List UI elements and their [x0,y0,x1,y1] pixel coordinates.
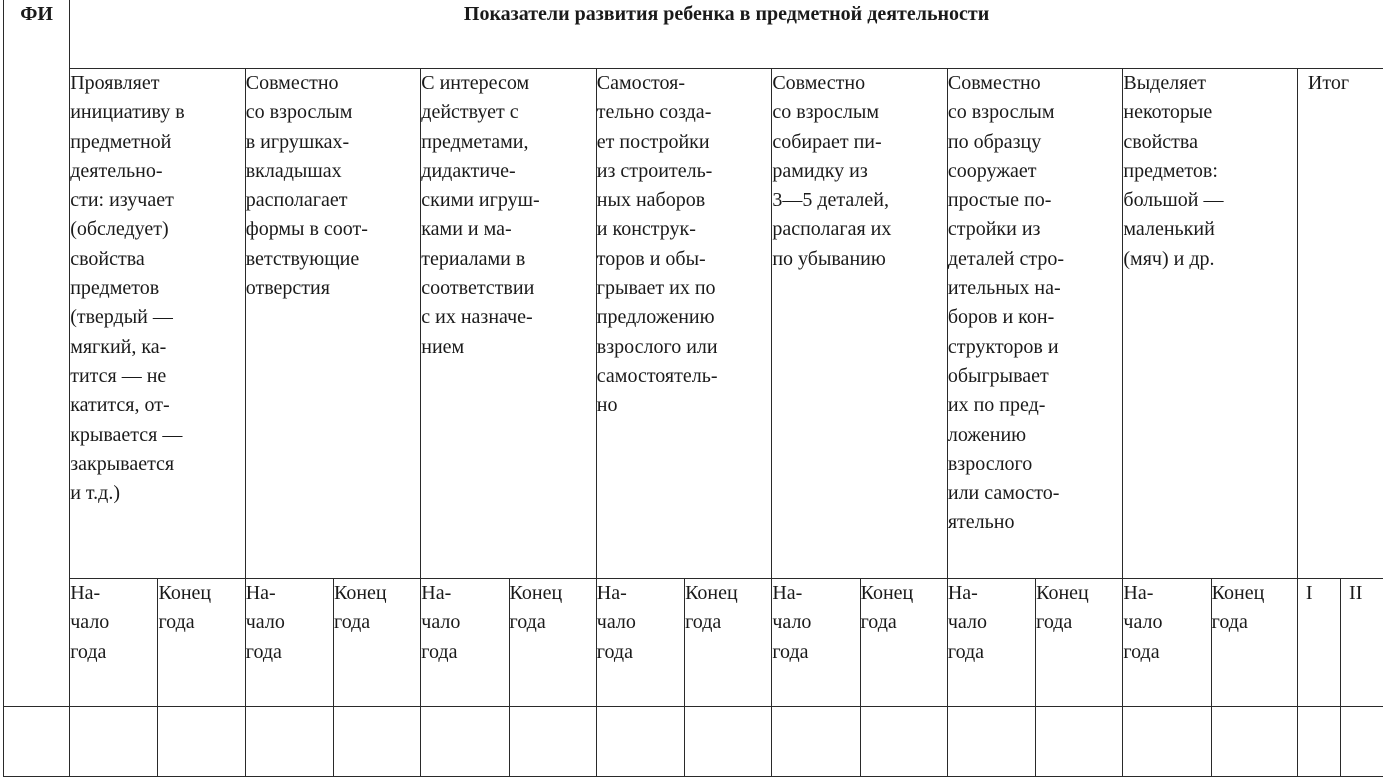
indicator-cell-6 [947,69,1123,579]
period-end-5: Конец года [860,579,947,707]
header-row-periods [4,579,1383,707]
empty-cell[interactable] [947,707,1035,777]
indicator-text: Выделяет некоторые свойства предметов: большой — маленький (мяч) и др. [1123,72,1224,270]
indicator-text: Совместно со взрослым собирает пи- рамидку из 3—5 деталей, располагая их по убыванию [772,72,892,270]
empty-cell[interactable] [596,707,684,777]
empty-cell[interactable] [1123,707,1211,777]
empty-cell[interactable] [421,707,509,777]
empty-cell[interactable] [158,707,245,777]
indicator-text: Проявляет инициативу в предметной деятельно- сти: изучает (обследует) свойства предметов (твердый — мягкий, ка- тится — не катится, от- крывается — закрывается и т.д.) [70,72,185,505]
table-title: Показатели развития ребенка в предметной деятельности [463,3,990,25]
indicator-cell-4 [596,69,772,579]
header-row-title [4,0,1383,69]
empty-cell-fi[interactable] [4,707,70,777]
fi-header-cell [4,0,70,707]
empty-cell[interactable] [1036,707,1123,777]
development-indicators-table [3,0,1383,777]
period-start-6: На- чало года [947,579,1035,707]
empty-cell[interactable] [1211,707,1297,777]
total-period-1: I [1297,579,1340,707]
header-row-indicators [4,69,1383,579]
indicator-cell-2 [245,69,421,579]
total-header: Итог [1307,72,1350,94]
period-start-2: На- чало года [245,579,333,707]
indicator-cell-5 [772,69,948,579]
period-end-7: Конец года [1211,579,1297,707]
indicator-text: Совместно со взрослым по образцу сооружает простые по- стройки из деталей стро- ительных на- боров и кон- структоров и обыгрывает их по пред- ложению взрослого или самосто- ятельно [947,72,1065,534]
period-start-7: На- чало года [1123,579,1211,707]
period-start-5: На- чало года [772,579,860,707]
period-end-6: Конец года [1036,579,1123,707]
period-end-4: Конец года [685,579,772,707]
period-start-1: На- чало года [70,579,158,707]
indicator-text: С интересом действует с предметами, дидактиче- скими игруш- ками и ма- териалами в соответствии с их назначе- нием [421,72,540,358]
empty-cell[interactable] [245,707,333,777]
empty-cell[interactable] [1341,707,1383,777]
period-end-3: Конец года [509,579,596,707]
period-end-1: Конец года [158,579,245,707]
indicator-cell-7 [1123,69,1298,579]
total-period-2: II [1341,579,1383,707]
period-start-3: На- чало года [421,579,509,707]
empty-cell[interactable] [1297,707,1340,777]
empty-cell[interactable] [509,707,596,777]
empty-cell[interactable] [860,707,947,777]
table-row-empty [4,707,1383,777]
empty-cell[interactable] [70,707,158,777]
empty-cell[interactable] [772,707,860,777]
indicator-cell-1 [70,69,246,579]
indicator-cell-3 [421,69,597,579]
empty-cell[interactable] [334,707,421,777]
table-title-cell [70,0,1383,69]
fi-header: ФИ [20,3,53,25]
empty-cell[interactable] [685,707,772,777]
period-end-2: Конец года [334,579,421,707]
indicator-text: Самостоя- тельно созда- ет постройки из строитель- ных наборов и конструк- торов и обы- грывает их по предложению взрослого или самостоятель- но [596,72,718,417]
total-header-cell [1297,69,1383,579]
indicator-text: Совместно со взрослым в игрушках- вкладышах располагает формы в соот- ветствующие отверстия [245,72,368,300]
period-start-4: На- чало года [596,579,684,707]
